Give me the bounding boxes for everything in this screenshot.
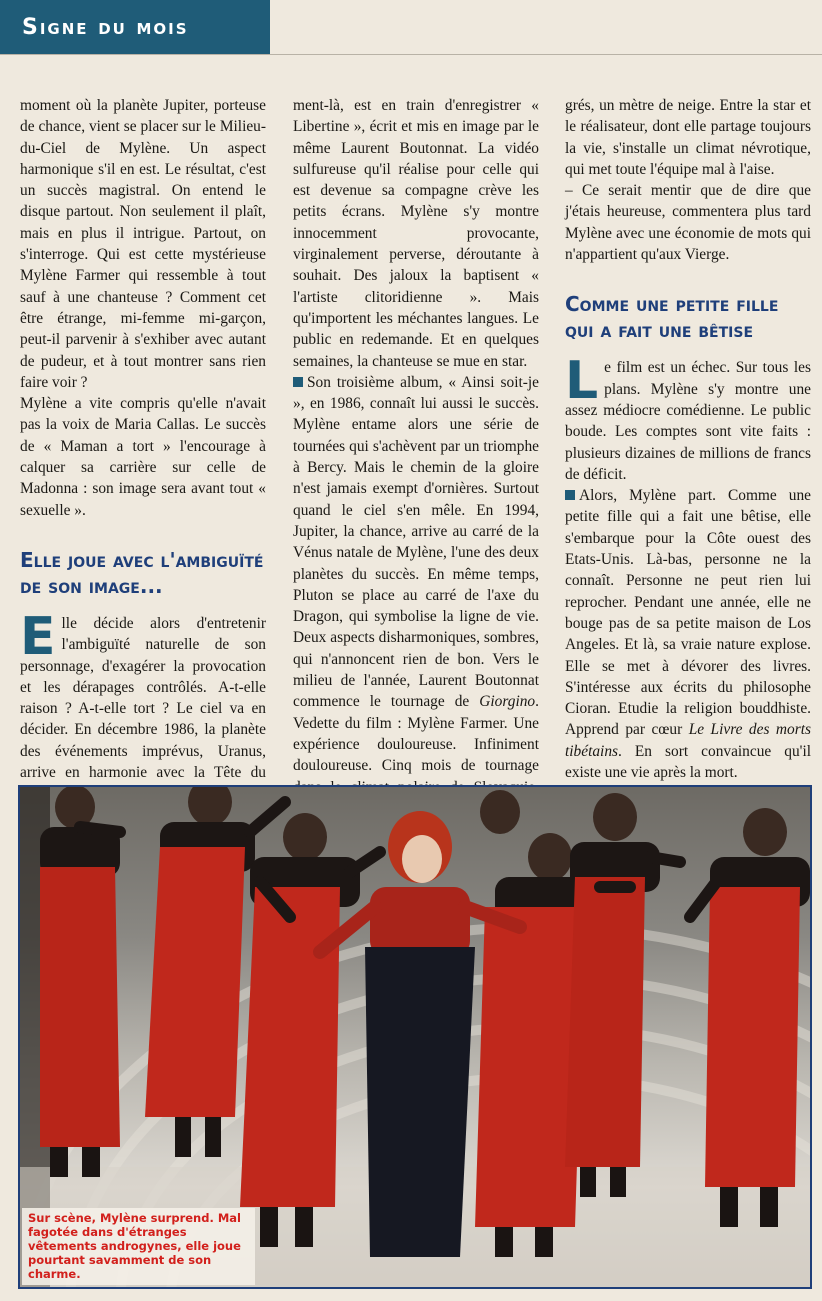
column-2: [293, 95, 539, 819]
subheading: Comme une petite fille qui a fait une bêtise: [565, 292, 779, 343]
column-3: [565, 95, 811, 783]
film-title: Giorgino: [479, 693, 536, 711]
paragraph: – Ce serait mentir que de dire que j'étais heureuse, commentera plus tard Mylène avec une économie de mots qui n'appartient qu'aux Vierge.: [565, 182, 811, 264]
paragraph: moment où la planète Jupiter, porteuse de chance, vient se placer sur le Milieu-du-Ciel de Mylène. Un aspect harmonique s'il en est. Le résultat, c'est un succès magistral. On entend le disque partout. Non seulement il plaît, mais en plus il intrigue. Partout, on s'interroge. Qui est cette mystérieuse Mylène Farmer qui ressemble à tout sauf à une chanteuse ? Comment cet être étrange, mi-femme mi-garçon, peut-il parvenir à s'exhiber avec autant de pudeur, et à tout montrer sans rien faire voir ?: [20, 97, 266, 391]
photo-caption: Sur scène, Mylène surprend. Mal fagotée dans d'étranges vêtements androgynes, elle joue pourtant savamment de son charme.: [22, 1208, 255, 1285]
book-title: Le Livre des morts tibétains: [565, 721, 811, 760]
paragraph: Elle décide alors d'entretenir l'ambiguïté naturelle de son personnage, d'exagérer la provocation et les dérapages contrôlés. A-t-elle raison ? A-t-elle tort ? Le ciel va en décider. En décembre 1986, la planète des événements imprévus, Uranus, arrive en harmonie avec la Tête du: [20, 606, 266, 782]
drop-cap: L: [565, 351, 599, 412]
paragraph: Alors, Mylène part. Comme une petite fille qui a fait une bêtise, elle s'embarque pour la Côte ouest des Etats-Unis. Là-bas, personne ne la connaît. Personne ne peut rien lui reprocher. Pendant une année, elle ne bouge pas de sa petite maison de Los Angeles. Et là, sa vraie nature explose. Elle se met à dévorer des livres. S'intéresse aux écrits du philosophe Cioran. Etudie la religion bouddhiste. Apprend par cœur Le Livre des morts tibétains. En sort convaincue qu'il existe une vie après la mort.: [565, 487, 811, 782]
paragraph: Le film est un échec. Sur tous les plans. Mylène s'y montre une assez médiocre comédienne. Le public boude. Les comptes sont vite faits : plusieurs dizaines de millions de francs de déficit.: [565, 351, 811, 483]
square-bullet-icon: [293, 377, 303, 387]
stage-photo: [18, 785, 812, 1289]
paragraph: Son troisième album, « Ainsi soit-je », en 1986, connaît lui aussi le succès. Mylène entame alors une série de tournées qui s'achèvent par un triomphe à Bercy. Mais le chemin de la gloire n'est jamais exempt d'ornières. Surtout quand le ciel s'en mêle. En 1994, Jupiter, la chance, arrive au carré de la Vénus natale de Mylène, l'une des deux planètes du succès. En même temps, Pluton se place au carré de l'axe du Dragon, qui symbolise la ligne de vie. Deux aspects disharmoniques, sombres, qui n'annoncent rien de bon. Vers le milieu de l'année, Laurent Boutonnat commence le tournage de Giorgino. Vedette du film : Mylène Farmer. Une expérience douloureuse. Infiniment douloureuse. Cinq mois de tournage: [293, 373, 539, 775]
header-rule: [0, 54, 822, 55]
paragraph: grés, un mètre de neige. Entre la star et le réalisateur, dont elle partage toujours la vie, s'installe un climat névrotique, qui met toute l'équipe mal à l'aise.: [565, 97, 811, 178]
drop-cap: E: [20, 606, 56, 667]
paragraph: ment-là, est en train d'enregistrer « Libertine », écrit et mis en image par le même Laurent Boutonnat. La vidéo sulfureuse qu'il réalise pour celle qui est devenue sa compagne crève les petits écrans. Mylène s'y montre innocemment provocante, virginalement perverse, déroutante à souhait. Des jaloux la baptisent « l'artiste clitoridienne ». Mais qu'importent les méchantes langues. Le public en redemande. Et en quelques semaines, la chanteuse se mue en star.: [293, 97, 539, 370]
square-bullet-icon: [565, 490, 575, 500]
subheading: Elle joue avec l'ambiguïté de son image...: [20, 547, 264, 598]
paragraph: Mylène a vite compris qu'elle n'avait pas la voix de Maria Callas. Le succès de « Maman a tort » l'encourage à calquer sa carrière sur celle de Madonna : son image sera avant tout « sexuelle ».: [20, 395, 266, 519]
section-rubric: Signe du mois: [0, 0, 270, 54]
column-1: [20, 95, 266, 805]
